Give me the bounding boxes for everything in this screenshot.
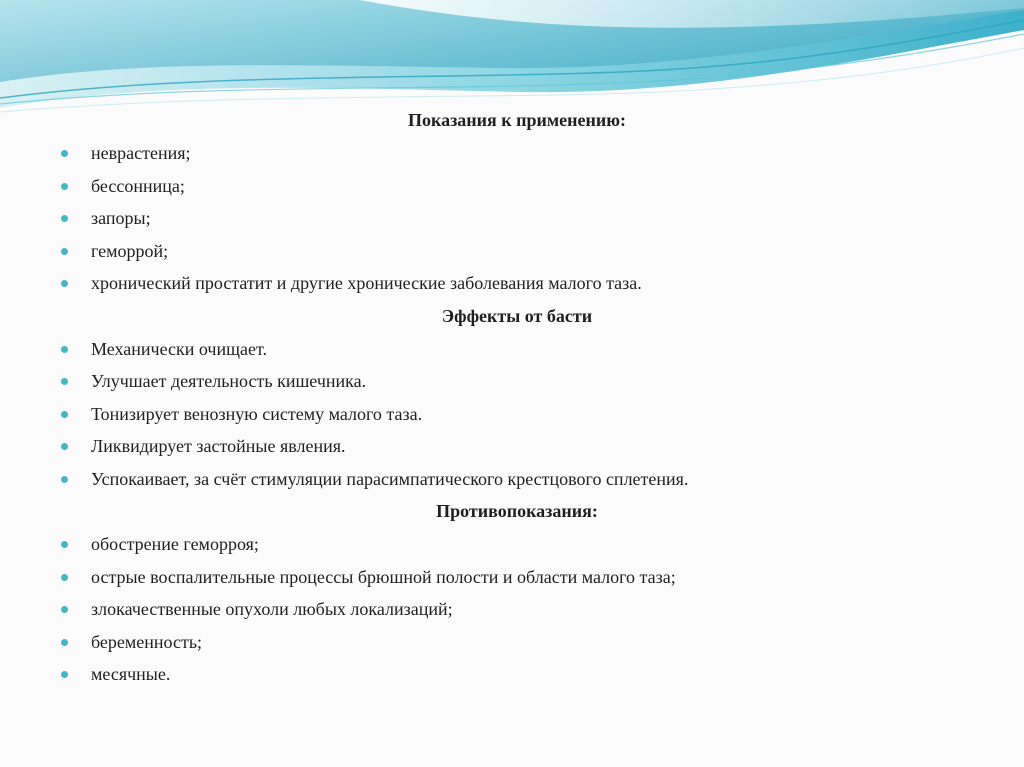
section-effects xyxy=(57,300,977,496)
list-item: Ликвидирует застойные явления. xyxy=(57,430,977,463)
bullet-icon xyxy=(61,248,68,255)
slide-content xyxy=(57,104,977,691)
list-item: беременность; xyxy=(57,626,977,659)
list-item: бессонница; xyxy=(57,170,977,203)
section-indications xyxy=(57,104,977,300)
list-item: обострение геморроя; xyxy=(57,528,977,561)
bullet-icon xyxy=(61,411,68,418)
bullet-icon xyxy=(61,443,68,450)
section-contraindications xyxy=(57,495,977,691)
bullet-icon xyxy=(61,671,68,678)
bullet-icon xyxy=(61,639,68,646)
list-item: Тонизирует венозную систему малого таза. xyxy=(57,398,977,431)
section-heading-contraindications: Противопоказания: xyxy=(436,501,598,521)
bullet-icon xyxy=(61,378,68,385)
list-item: злокачественные опухоли любых локализаций; xyxy=(57,593,977,626)
contraindications-list xyxy=(57,528,977,691)
bullet-icon xyxy=(61,541,68,548)
section-heading-effects: Эффекты от басти xyxy=(441,305,593,326)
bullet-icon xyxy=(61,476,68,483)
bullet-icon xyxy=(61,606,68,613)
bullet-icon xyxy=(61,183,68,190)
indications-list xyxy=(57,137,977,300)
list-item: месячные. xyxy=(57,658,977,691)
list-item: геморрой; xyxy=(57,235,977,268)
bullet-icon xyxy=(61,150,68,157)
list-item: Механически очищает. xyxy=(57,333,977,366)
list-item: Успокаивает, за счёт стимуляции парасимпатического крестцового сплетения. xyxy=(57,463,977,496)
list-item: неврастения; xyxy=(57,137,977,170)
list-item: хронический простатит и другие хронические заболевания малого таза. xyxy=(57,267,977,300)
bullet-icon xyxy=(61,574,68,581)
list-item: Улучшает деятельность кишечника. xyxy=(57,365,977,398)
section-heading-indications: Показания к применению: xyxy=(407,110,627,130)
list-item: запоры; xyxy=(57,202,977,235)
bullet-icon xyxy=(61,215,68,222)
effects-list xyxy=(57,333,977,496)
bullet-icon xyxy=(61,280,68,287)
bullet-icon xyxy=(61,346,68,353)
list-item: острые воспалительные процессы брюшной полости и области малого таза; xyxy=(57,561,977,594)
